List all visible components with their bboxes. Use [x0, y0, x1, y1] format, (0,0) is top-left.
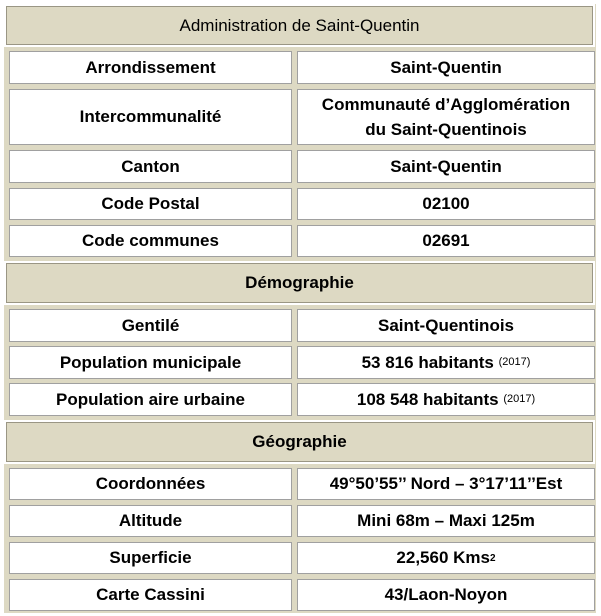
cell-text: Population aire urbaine: [56, 389, 245, 409]
row-label-code-communes: [9, 225, 292, 257]
row-value-code-communes: [297, 225, 595, 257]
cell-text: Coordonnées: [95, 474, 206, 494]
row-value-population-municipale: [297, 346, 595, 379]
row-value-coordonnees: [297, 468, 595, 500]
section-title: Administration de Saint-Quentin: [179, 15, 420, 35]
section-title: Démographie: [245, 273, 354, 292]
section-header-demographie: [4, 261, 595, 305]
cell-text: Altitude: [118, 511, 183, 531]
cell-text: Gentilé: [121, 315, 180, 335]
row-value-code-postal: [297, 188, 595, 220]
row-value-carte-cassini: [297, 579, 595, 611]
cell-text: Carte Cassini: [96, 585, 205, 605]
row-value-population-aire-urbaine: [297, 383, 595, 416]
section-header-administration: [4, 4, 595, 47]
cell-text: Saint-Quentin: [390, 156, 502, 176]
row-label-altitude: [9, 505, 292, 537]
row-label-canton: [9, 150, 292, 183]
row-value-altitude: [297, 505, 595, 537]
row-value-arrondissement: [297, 51, 595, 84]
cell-text: Saint-Quentin: [390, 57, 502, 77]
cell-text: Canton: [121, 156, 180, 176]
row-value-superficie: [297, 542, 595, 574]
cell-text: 22,560 Kms: [396, 548, 490, 568]
row-value-gentile: [297, 309, 595, 342]
row-label-population-aire-urbaine: [9, 383, 292, 416]
cell-text: 02691: [422, 231, 470, 251]
cell-text: Mini 68m – Maxi 125m: [357, 511, 535, 531]
cell-text-line2: du Saint-Quentinois: [365, 120, 527, 139]
cell-text-line1: Communauté d’Agglomération: [321, 94, 571, 114]
year-note: (2017): [503, 393, 536, 406]
row-label-superficie: [9, 542, 292, 574]
row-value-canton: [297, 150, 595, 183]
row-label-intercommunalite: [9, 89, 292, 145]
cell-text: Superficie: [109, 548, 192, 568]
cell-text: 53 816 habitants: [361, 352, 494, 372]
superscript: 2: [490, 552, 496, 564]
row-value-intercommunalite: [297, 89, 595, 145]
row-label-gentile: [9, 309, 292, 342]
cell-text: 43/Laon-Noyon: [384, 585, 508, 605]
row-label-carte-cassini: [9, 579, 292, 611]
row-label-arrondissement: [9, 51, 292, 84]
cell-text: Population municipale: [59, 352, 242, 372]
section-title: Géographie: [252, 432, 347, 451]
section-header-geographie: [4, 420, 595, 464]
cell-text: Code communes: [82, 231, 219, 251]
row-label-coordonnees: [9, 468, 292, 500]
cell-text: Arrondissement: [85, 57, 216, 77]
cell-text: 02100: [422, 194, 470, 214]
cell-text: 49°50’55’’ Nord – 3°17’11’’Est: [329, 474, 563, 494]
cell-text: Code Postal: [101, 194, 200, 214]
row-label-code-postal: [9, 188, 292, 220]
row-label-population-municipale: [9, 346, 292, 379]
cell-text: Intercommunalité: [79, 107, 222, 127]
year-note: (2017): [498, 356, 531, 369]
cell-text: Saint-Quentinois: [378, 315, 514, 335]
cell-text: 108 548 habitants: [356, 389, 499, 409]
